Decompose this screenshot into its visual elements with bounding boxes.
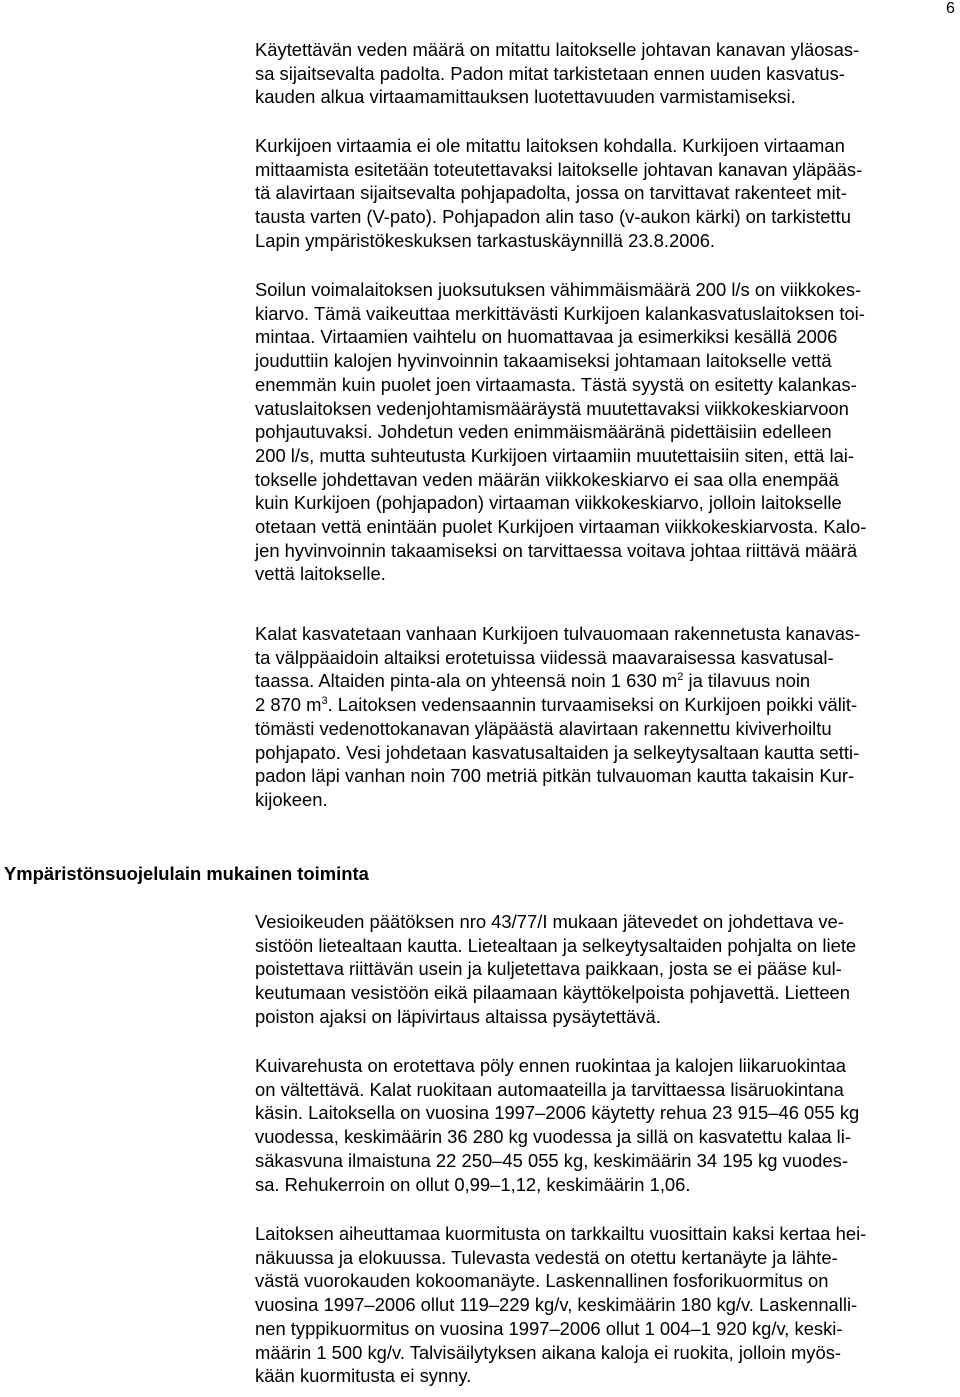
- paragraph-soilu-discharge: [255, 278, 959, 586]
- paragraph-wastewater: [255, 910, 959, 1029]
- paragraph-feeding: [255, 1054, 959, 1196]
- superscript-2: 2: [677, 671, 684, 684]
- paragraph-text-part: ja tilavuus noin 2 870 m: [255, 670, 811, 716]
- paragraph-load-monitoring: [255, 1222, 959, 1388]
- paragraph-text: Soilun voimalaitoksen juoksutuksen vähimmäismäärä 200 l/s on viikkokes- kiarvo. Tämä vaikeuttaa merkittävästi Kurkijoen kalankasvatuslaitoksen toi- mintaa. Virtaamien vaihtelu on huomattavaa ja esimerkiksi kesällä 2006 jouduttiin kalojen hyvinvoinnin takaamiseksi johtamaan laitokselle vettä enemmän kuin puolet joen virtaamasta. Tästä syystä on esitetty kalankas- vatuslaitoksen vedenjohtamismääräystä muutettavaksi viikkokeskiarvoon pohjautuvaksi. Johdetun veden enimmäismääränä pidettäisiin edelleen 200 l/s, mutta suhteutusta Kurkijoen virtaamiin muutettaisiin siten, että lai- tokselle johdettavan veden määrän viikkokeskiarvo ei saa olla enempää kuin Kurkijoen (pohjapadon) virtaaman viikkokeskiarvo, jolloin laitokselle otetaan vettä enintään puolet Kurkijoen virtaaman viikkokeskiarvosta. Kalo- jen hyvinvoinnin takaamiseksi on tarvittaessa voitava johtaa riittävä määrä vettä laitokselle.: [255, 279, 867, 585]
- section-heading: Ympäristönsuojelulain mukainen toiminta: [4, 863, 369, 884]
- paragraph-fish-pools: [255, 622, 959, 812]
- paragraph-text: [255, 622, 959, 812]
- paragraph-text: Vesioikeuden päätöksen nro 43/77/I mukaan jätevedet on johdettava ve- sistöön lietealtaan kautta. Lietealtaan ja selkeytysaltaiden pohjalta on liete poistettava riittävän usein ja kuljetettava paikkaan, josta se ei pääse kul- keutumaan vesistöön eikä pilaamaan käyttökelpoista pohjavettä. Lietteen poiston ajaksi on läpivirtaus altaissa pysäytettävä.: [255, 911, 857, 1027]
- paragraph-text-part: Kalat kasvatetaan vanhaan Kurkijoen tulvauomaan rakennetusta kanavas- ta välppäaidoin altaiksi erotetuissa viidessä maavaraisessa kasvatusal- taassa. Altaiden pinta-ala on yhteensä noin 1 630 m: [255, 623, 861, 692]
- paragraph-text: Kurkijoen virtaamia ei ole mitattu laitoksen kohdalla. Kurkijoen virtaaman mittaamista esitetään toteutettavaksi laitokselle johtavan kanavan yläpääs- tä alavirtaan sijaitsevalta pohjapadolta, jossa on tarvittavat rakenteet mit- tausta varten (V-pato). Pohjapadon alin taso (v-aukon kärki) on tarkistettu Lapin ympäristökeskuksen tarkastuskäynnillä 23.8.2006.: [255, 135, 863, 251]
- paragraph-text: Laitoksen aiheuttamaa kuormitusta on tarkkailtu vuosittain kaksi kertaa hei- näkuussa ja elokuussa. Tulevasta vedestä on otettu kertanäyte ja lähte- västä vuorokauden kokoomanäyte. Laskennallinen fosforikuormitus on vuosina 1997–2006 ollut 119–229 kg/v, keskimäärin 180 kg/v. Laskennalli- nen typpikuormitus on vuosina 1997–2006 ollut 1 004–1 920 kg/v, keski- määrin 1 500 kg/v. Talvisäilytyksen aikana kaloja ei ruokita, jolloin myös- kään kuormitusta ei synny.: [255, 1223, 867, 1387]
- superscript-3: 3: [321, 694, 328, 707]
- paragraph-water-measurement: [255, 38, 959, 109]
- paragraph-text: Kuivarehusta on erotettava pöly ennen ruokintaa ja kalojen liikaruokintaa on vältettävä. Kalat ruokitaan automaateilla ja tarvittaessa lisäruokintana käsin. Laitoksella on vuosina 1997–2006 käytetty rehua 23 915–46 055 kg vuodessa, keskimäärin 36 280 kg vuodessa ja sillä on kasvatettu kalaa li- säkasvuna ilmaistuna 22 250–45 055 kg, keskimäärin 34 195 kg vuodes- sa. Rehukerroin on ollut 0,99–1,12, keskimäärin 1,06.: [255, 1055, 860, 1195]
- paragraph-kurkijoki-flow: [255, 134, 959, 253]
- page-number: 6: [946, 0, 955, 17]
- paragraph-text-part: . Laitoksen vedensaannin turvaamiseksi on Kurkijoen poikki välit- tömästi vedenottokanavan yläpäästä alavirtaan rakennettu kiviverhoiltu pohjapato. Vesi johdetaan kasvatusaltaiden ja selkeytysaltaan kautta setti- padon läpi vanhan noin 700 metriä pitkän tulvauoman kautta takaisin Kur- kijokeen.: [255, 694, 860, 810]
- paragraph-text: Käytettävän veden määrä on mitattu laitokselle johtavan kanavan yläosas- sa sijaitsevalta padolta. Padon mitat tarkistetaan ennen uuden kasvatus- kauden alkua virtaamamittauksen luotettavuuden varmistamiseksi.: [255, 39, 860, 108]
